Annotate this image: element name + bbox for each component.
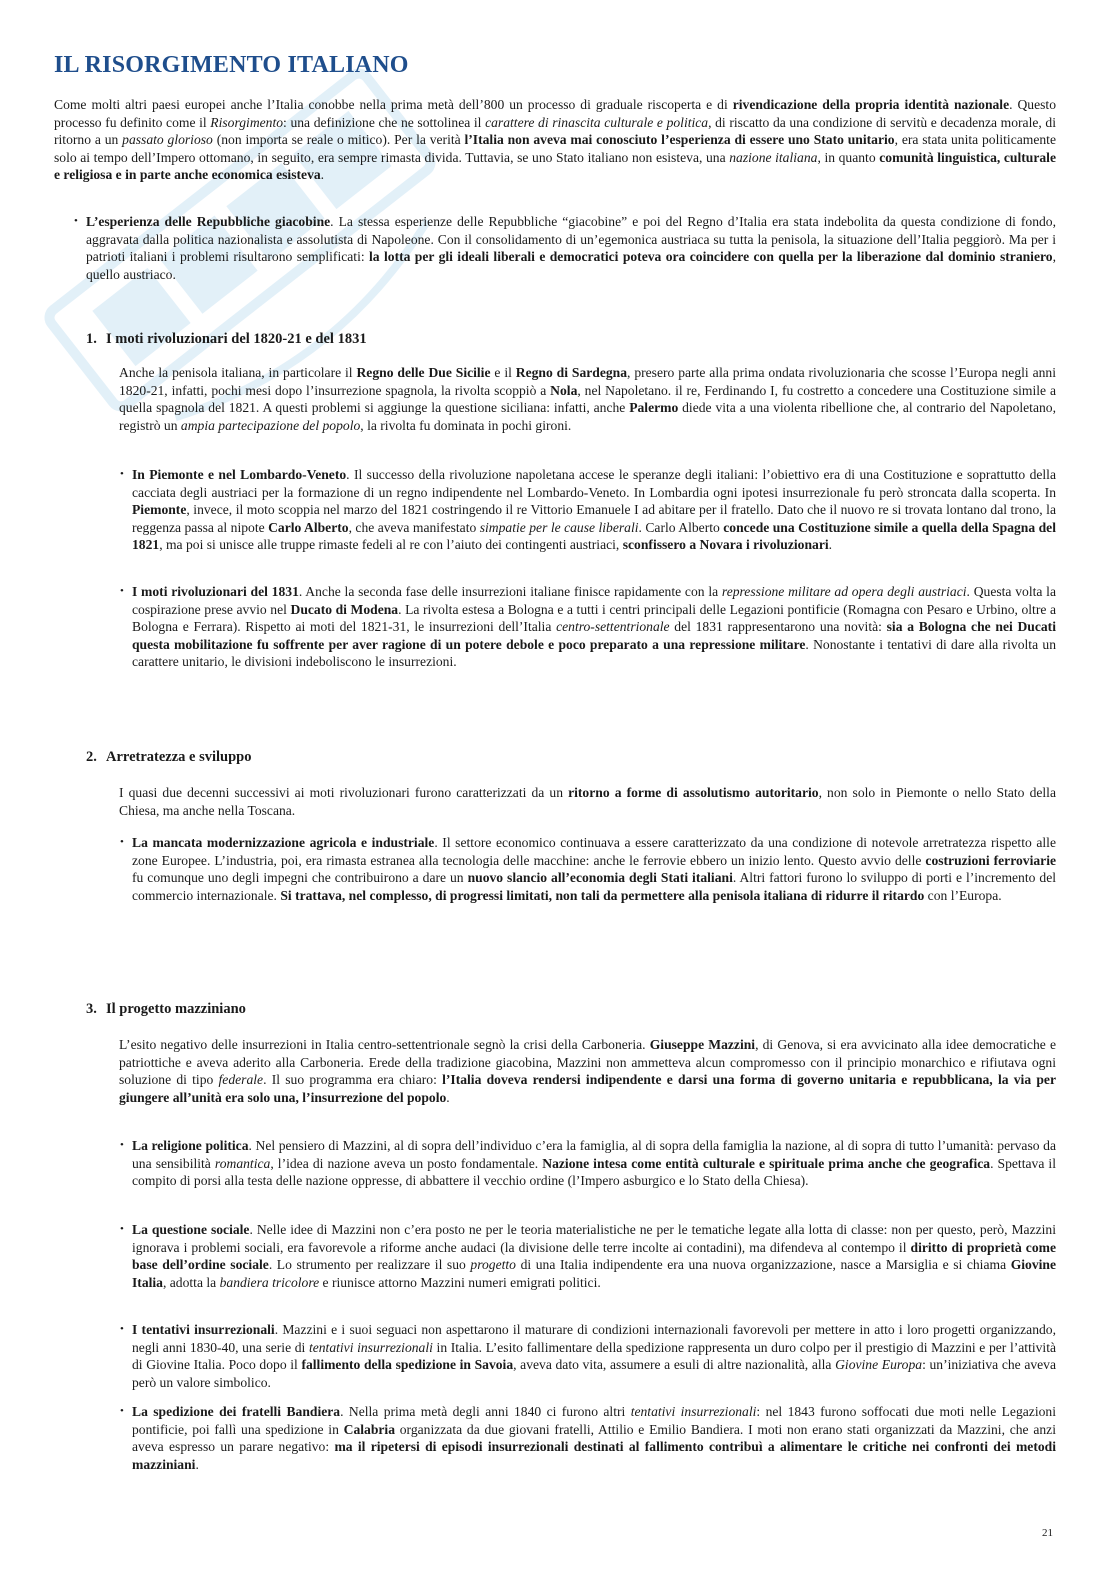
italic-run: progetto bbox=[470, 1257, 516, 1273]
bullet-icon: • bbox=[120, 1223, 124, 1235]
bold-run: Palermo bbox=[629, 400, 679, 416]
section-heading bbox=[86, 331, 367, 348]
bold-run: Calabria bbox=[343, 1421, 395, 1437]
text-run: . bbox=[828, 537, 833, 553]
bullet-icon: • bbox=[120, 468, 124, 480]
text-run: : nel 1843 furono soffocati due moti nelle Legazioni pontificie, poi fallì una spedizione in bbox=[132, 1404, 1056, 1437]
bullet-text bbox=[132, 1322, 1056, 1390]
text-run: (non importa se reale o mitico). Per la verità bbox=[212, 132, 465, 148]
bullet-icon: • bbox=[74, 215, 78, 227]
text-run: . Nella prima metà degli anni 1840 ci furono altri bbox=[340, 1404, 631, 1419]
text-run: , la rivolta fu dominata in pochi gironi. bbox=[360, 417, 572, 433]
bold-run: sconfissero a Novara i rivoluzionari bbox=[622, 537, 829, 553]
bullet-icon: • bbox=[120, 1323, 124, 1335]
section-number: 3. bbox=[86, 1001, 97, 1017]
section-number: 2. bbox=[86, 749, 97, 765]
section-bullet bbox=[120, 1321, 1057, 1391]
bold-run: la lotta per gli ideali liberali e democratici poteva ora coincidere con quella per la liberazione dal dominio straniero bbox=[369, 249, 1053, 265]
bold-run: Nola bbox=[550, 382, 578, 398]
section-title: Il progetto mazziniano bbox=[106, 1001, 246, 1017]
bullet-text bbox=[86, 214, 1056, 282]
bold-run: Giovine Italia bbox=[132, 1257, 1057, 1290]
text-run: . Nelle idee di Mazzini non c’era posto ne per le teoria materialistiche ne per le tematiche legate alla lotta di classe: non per questo, però, Mazzini ignorava i problemi sociali, era favorevole a riforme anche audaci (la divisione delle terre incolte ai contadini), ma difendeva al contempo il bbox=[132, 1222, 1056, 1255]
bold-run: Regno delle Due Sicilie bbox=[356, 365, 491, 380]
text-run: , che aveva manifestato bbox=[348, 519, 480, 535]
section-paragraph bbox=[119, 1036, 1056, 1106]
text-run: , nel Napoletano. il re, Ferdinando I, fu costretto a concedere una Costituzione simile a quella spagnola del 1821. A questi problemi si aggiunge la questione siciliana: infatti, anche bbox=[119, 382, 1056, 416]
text-run: . bbox=[195, 1456, 199, 1472]
bold-run: Giuseppe Mazzini bbox=[649, 1037, 756, 1052]
intro-bullet bbox=[74, 213, 1056, 283]
section-paragraph bbox=[119, 364, 1056, 434]
text-run: , adotta la bbox=[162, 1274, 220, 1290]
text-run: . Il suo programma era chiaro: bbox=[263, 1072, 443, 1088]
bullet-icon: • bbox=[120, 585, 124, 597]
bold-run: La religione politica bbox=[132, 1138, 249, 1153]
text-run: . Carlo Alberto bbox=[638, 519, 724, 535]
bullet-icon: • bbox=[120, 1139, 124, 1151]
bold-run: In Piemonte e nel Lombardo-Veneto bbox=[132, 467, 347, 482]
text-run: . Il successo della rivoluzione napoletana accese le speranze degli italiani: l’obiettivo era di una Costituzione e soprattutto della cacciata degli austriaci per la formazione di un regno indipendente nel Lombardo-Veneto. In Lombardia ogni ipotesi insurrezionale fu però stroncata dalla scoperta. In bbox=[132, 467, 1056, 500]
bullet-text bbox=[132, 1222, 1056, 1290]
text-run: Anche la penisola italiana, in particolare il bbox=[119, 365, 357, 380]
bold-run: l’Italia non aveva mai conosciuto l’esperienza di essere uno Stato unitario bbox=[464, 132, 895, 148]
bold-run: I tentativi insurrezionali bbox=[132, 1322, 275, 1337]
text-run: , l’idea di nazione aveva un posto fondamentale. bbox=[270, 1155, 543, 1171]
text-run: . Lo strumento per realizzare il suo bbox=[268, 1257, 471, 1273]
bullet-text bbox=[132, 467, 1056, 552]
italic-run: federale bbox=[218, 1072, 264, 1088]
text-run: diede vita a una violenta ribellione che, al contrario del Napoletano, registrò un bbox=[119, 400, 1056, 433]
italic-run: carattere di rinascita culturale e politica bbox=[485, 114, 709, 130]
italic-run: ampia partecipazione del popolo bbox=[180, 417, 361, 433]
text-run: . bbox=[446, 1089, 450, 1105]
bold-run: comunità linguistica, culturale e religiosa e in parte anche economica esisteva bbox=[54, 149, 1056, 183]
text-run: . Questa volta la cospirazione prese avvio nel bbox=[132, 584, 1056, 617]
text-run: L’esito negativo delle insurrezioni in Italia centro-settentrionale segnò la crisi della Carboneria. bbox=[119, 1037, 650, 1052]
text-run: , quello austriaco. bbox=[86, 249, 1056, 282]
text-run: e riunisce attorno Mazzini numeri emigrati politici. bbox=[319, 1274, 601, 1290]
bullet-text bbox=[132, 1138, 1056, 1188]
bold-run: ma il ripetersi di episodi insurrezionali destinati al fallimento contribuì a alimentare le critiche nei confronti dei metodi mazziniani bbox=[132, 1439, 1056, 1472]
section-paragraph bbox=[119, 784, 1056, 819]
bullet-text bbox=[132, 835, 1056, 903]
text-run: . Il settore economico continuava a essere caratterizzato da una condizione di notevole arretratezza rispetto alle zone Europee. L’industria, poi, era rimasta estranea alla tecnologia delle macchine: anche le ferrovie ebbero un inizio lento. Questo avvio delle bbox=[132, 835, 1056, 868]
text-run: , presero parte alla prima ondata rivoluzionaria che scosse l’Europa negli anni 1820-21, infatti, pochi mesi dopo l’insurrezione spagnola, la rivolta scoppiò a bbox=[119, 365, 1056, 398]
italic-run: Risorgimento bbox=[210, 114, 284, 130]
bold-run: ritorno a forme di assolutismo autoritario bbox=[568, 785, 819, 800]
section-bullet bbox=[120, 1221, 1057, 1291]
bold-run: La questione sociale bbox=[132, 1222, 250, 1237]
bold-run: Carlo Alberto bbox=[268, 519, 349, 535]
section-bullet bbox=[120, 466, 1056, 554]
section-bullet bbox=[120, 834, 1056, 904]
bold-run: rivendicazione della propria identità nazionale bbox=[732, 97, 1010, 112]
italic-run: romantica bbox=[214, 1155, 271, 1171]
text-run: : un’iniziativa che aveva però un valore simbolico. bbox=[132, 1357, 1057, 1390]
text-run: . Nonostante i tentativi di dare alla rivolta un carattere unitario, le divisioni indeboliscono le insurrezioni. bbox=[132, 636, 1056, 670]
section-bullet bbox=[120, 583, 1057, 671]
text-run: , di riscatto da una condizione di servitù e decadenza morale, di ritorno a un bbox=[54, 114, 1056, 148]
section-number: 1. bbox=[86, 331, 97, 347]
text-run: e il bbox=[490, 365, 516, 380]
section-heading bbox=[86, 749, 252, 766]
text-run: . La stessa esperienze delle Repubbliche “giacobine” e poi del Regno d’Italia era stata indebolita da questa condizione di fondo, aggravata dalla politica nazionalista e assolutista di Napoleone. Con il consolidamento di un’egemonica austriaca su tutta la penisola, la situazione dell’Italia peggiorò. Ma per i patrioti italiani i problemi risultarono semplificati: bbox=[86, 214, 1056, 265]
text-run: , ma poi si unisce alle truppe rimaste fedeli al re con l’aiuto dei contingenti austriaci, bbox=[159, 537, 623, 553]
text-run: del 1831 rappresentarono una novità: bbox=[669, 619, 887, 635]
italic-run: nazione italiana bbox=[729, 149, 818, 165]
bold-run: concede una Costituzione simile a quella della Spagna del 1821 bbox=[132, 519, 1056, 553]
text-run: I quasi due decenni successivi ai moti rivoluzionari furono caratterizzati da un bbox=[119, 785, 569, 800]
text-run: Come molti altri paesi europei anche l’Italia conobbe nella prima metà dell’800 un processo di graduale riscoperta e di bbox=[54, 97, 733, 112]
bold-run: fallimento della spedizione in Savoia bbox=[301, 1357, 514, 1373]
bold-run: nuovo slancio all’economia degli Stati italiani bbox=[467, 870, 733, 886]
bold-run: sia a Bologna che nei Ducati questa mobilitazione fu soffrente per aver ragione di un potere debole e poco preparato a una repressione militare bbox=[132, 619, 1056, 652]
text-run: . La rivolta estesa a Bologna e a tutti i centri principali delle Legazioni pontificie (Romagna con Pesaro e Urbino, oltre a Bologna e Ferrara). Rispetto ai moti del 1821-31, le insurrezioni dell’Italia bbox=[132, 601, 1057, 635]
text-run: , in quanto bbox=[817, 149, 880, 165]
italic-run: tentativi insurrezionali bbox=[630, 1404, 757, 1419]
bullet-icon: • bbox=[120, 1405, 124, 1417]
text-run: . Spettava il compito di porsi alla testa delle nazione oppresse, di abbattere il vecchio ordine (l’Impero asburgico e lo Stato della Chiesa). bbox=[132, 1155, 1056, 1189]
text-run: . Nel pensiero di Mazzini, al di sopra dell’individuo c’era la famiglia, al di sopra della famiglia la nazione, al di sopra di tutto l’umanità: pervaso da una sensibilità bbox=[132, 1138, 1057, 1171]
intro-paragraph bbox=[54, 96, 1056, 184]
text-run: in Italia. L’esito fallimentare della spedizione rappresenta un duro colpo per il prestigio di Mazzini e per l’attività di Giovine Italia. Poco dopo il bbox=[132, 1339, 1057, 1373]
text-run: . bbox=[320, 167, 325, 183]
bold-run: Ducato di Modena bbox=[290, 601, 399, 617]
italic-run: tentativi insurrezionali bbox=[308, 1339, 433, 1355]
bold-run: diritto di proprietà come base dell’ordine sociale bbox=[132, 1239, 1056, 1273]
page-title: IL RISORGIMENTO ITALIANO bbox=[54, 52, 409, 78]
bold-run: Si trattava, nel complesso, di progressi limitati, non tali da permettere alla penisola italiana di ridurre il ritardo bbox=[280, 887, 925, 903]
bold-run: costruzioni ferroviarie bbox=[925, 852, 1056, 868]
text-run: organizzata da due giovani fratelli, Attilio e Emilio Bandiera. I moti non erano stati organizzati da Mazzini, che anzi aveva espresso un parare negativo: bbox=[132, 1421, 1056, 1455]
italic-run: Giovine Europa bbox=[835, 1357, 923, 1373]
bold-run: La mancata modernizzazione agricola e industriale bbox=[132, 835, 435, 850]
italic-run: passato glorioso bbox=[122, 132, 213, 148]
bold-run: l’Italia doveva rendersi indipendente e darsi una forma di governo unitaria e repubblicana, la via per giungere all’unità era solo una, l’insurrezione del popolo bbox=[119, 1072, 1056, 1105]
text-run: fu comunque uno degli impegni che contribuirono a dare un bbox=[132, 870, 468, 886]
text-run: . Mazzini e i suoi seguaci non aspettarono il maturare di condizioni internazionali favorevoli per mettere in atto i loro progetti organizzando, negli anni 1830-40, una serie di bbox=[132, 1322, 1057, 1355]
bullet-text bbox=[132, 1404, 1056, 1472]
bullet-text bbox=[132, 584, 1056, 669]
section-bullet bbox=[120, 1403, 1056, 1473]
italic-run: bandiera tricolore bbox=[219, 1274, 320, 1290]
text-run: . Altri fattori furono lo sviluppo di porti e l’incremento del commercio internazionale. bbox=[132, 870, 1056, 903]
text-run: , di Genova, si era avvicinato alla idee democratiche e patriottiche e aveva aderito alla Carboneria. Erede della tradizione giacobina, Mazzini non ammetteva alcun compromesso con il principio monarchico e rifiutava ogni soluzione di tipo bbox=[119, 1037, 1056, 1088]
text-run: : una definizione che ne sottolinea il bbox=[283, 114, 486, 130]
italic-run: simpatie per le cause liberali bbox=[479, 519, 639, 535]
section-title: Arretratezza e sviluppo bbox=[106, 749, 252, 765]
text-run: di una Italia indipendente era una nuova organizzazione, nasce a Marsiglia e si chiama bbox=[515, 1257, 1011, 1273]
section-title: I moti rivoluzionari del 1820-21 e del 1831 bbox=[106, 331, 367, 347]
bold-run: L’esperienza delle Repubbliche giacobine bbox=[86, 214, 331, 229]
text-run: , non solo in Piemonte o nello Stato della Chiesa, ma anche nella Toscana. bbox=[119, 785, 1056, 818]
bold-run: Regno di Sardegna bbox=[515, 365, 628, 380]
bold-run: I moti rivoluzionari del 1831 bbox=[132, 584, 299, 599]
text-run: . Questo processo fu definito come il bbox=[54, 97, 1057, 130]
bold-run: Piemonte bbox=[132, 502, 187, 518]
bold-run: La spedizione dei fratelli Bandiera bbox=[132, 1404, 341, 1419]
text-run: , invece, il moto scoppia nel marzo del 1821 costringendo il re Vittorio Emanuele I ad abitare per il fratello. Dato che il nuovo re si trovata lontano dal trono, la reggenza passa al nipote bbox=[132, 502, 1056, 535]
bold-run: Nazione intesa come entità culturale e spirituale prima anche che geografica bbox=[542, 1155, 991, 1171]
section-bullet bbox=[120, 1137, 1057, 1190]
text-run: . Anche la seconda fase delle insurrezioni italiane finisce rapidamente con la bbox=[298, 584, 722, 599]
text-run: , aveva dato vita, assumere a esuli di altre nazionalità, alla bbox=[513, 1357, 836, 1373]
page-number: 21 bbox=[1042, 1527, 1053, 1539]
bullet-icon: • bbox=[120, 836, 124, 848]
text-run: con l’Europa. bbox=[924, 887, 1002, 903]
section-heading bbox=[86, 1001, 246, 1018]
text-run: , era stata unita politicamente solo ai tempo dell’Impero ottomano, in seguito, era sempre rimasta divida. Tuttavia, se uno Stato italiano non esisteva, una bbox=[54, 132, 1056, 165]
italic-run: repressione militare ad opera degli austriaci bbox=[721, 584, 967, 599]
italic-run: centro-settentrionale bbox=[556, 619, 670, 635]
